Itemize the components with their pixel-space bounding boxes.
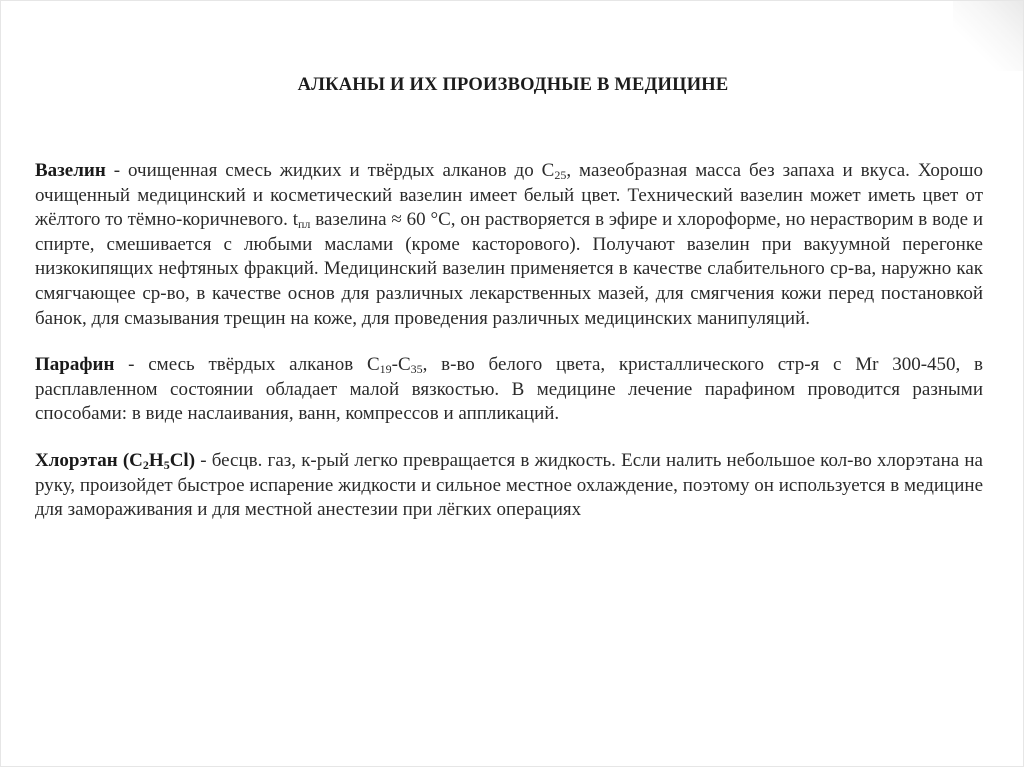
paraffin-text-2: -С — [391, 354, 411, 376]
paragraph-chloroethane — [35, 449, 983, 523]
term-paraffin: Парафин — [35, 354, 115, 376]
content — [35, 159, 983, 523]
paragraph-paraffin — [35, 353, 983, 427]
formula-sub-1: 2 — [142, 457, 149, 472]
paraffin-text-3: , в-во белого цвета, кристаллического стр-я с Mr 300-450, в расплавленном состоянии обладает малой вязкостью. В медицине лечение парафином проводится разными способами: в виде наслаивания, ванн, компрессов и аппликаций. — [35, 354, 983, 425]
paragraph-vaseline — [35, 159, 983, 331]
vaseline-text-3: вазелина ≈ 60 °С, он растворяется в эфире и хлороформе, но нерастворим в воде и спирте, смешивается с любыми маслами (кроме касторового). Получают вазелин при вакуумной перегонке низкокипящих нефтяных фракций. Медицинский вазелин применяется в качестве слабительного ср-ва, наружно как смягчающее ср-во, в качестве основ для различных лекарственных мазей, для смягчения кожи перед постановкой банок, для смазывания трещин на коже, для проведения различных медицинских манипуляций. — [35, 209, 983, 329]
formula-part-2: H — [148, 449, 164, 471]
page-title: АЛКАНЫ И ИХ ПРОИЗВОДНЫЕ В МЕДИЦИНЕ — [297, 75, 729, 95]
paraffin-sub-1: 19 — [379, 362, 392, 377]
term-chloroethane — [35, 450, 195, 471]
vaseline-text-1: - очищенная смесь жидких и твёрдых алканов до С — [105, 160, 555, 181]
corner-shadow — [953, 1, 1023, 71]
formula-part-3: Cl) — [169, 449, 196, 471]
paraffin-text-1: - смесь твёрдых алканов С — [114, 354, 380, 376]
vaseline-text-2: , мазеобразная масса без запаха и вкуса. Хорошо очищенный медицинский и косметический вазелин имеет белый цвет. Технический вазелин может иметь цвет от жёлтого то тёмно-коричневого. t — [35, 160, 984, 231]
vaseline-sub-2: пл — [298, 217, 311, 232]
paraffin-sub-2: 35 — [410, 362, 423, 377]
formula-part-1: (С — [117, 449, 143, 471]
vaseline-sub-1: 25 — [554, 168, 567, 182]
chloroethane-text-1: - бесцв. газ, к-рый легко превращается в жидкость. Если налить небольшое кол-во хлорэтана на руку, произойдет быстрое испарение жидкости и сильное местное охлаждение, поэтому он используется в медицине для замораживания и для местной анестезии при лёгких операциях — [35, 449, 983, 521]
chloroethane-term: Хлорэтан — [35, 449, 118, 471]
formula-sub-2: 5 — [163, 457, 170, 472]
term-vaseline: Вазелин — [35, 160, 106, 181]
